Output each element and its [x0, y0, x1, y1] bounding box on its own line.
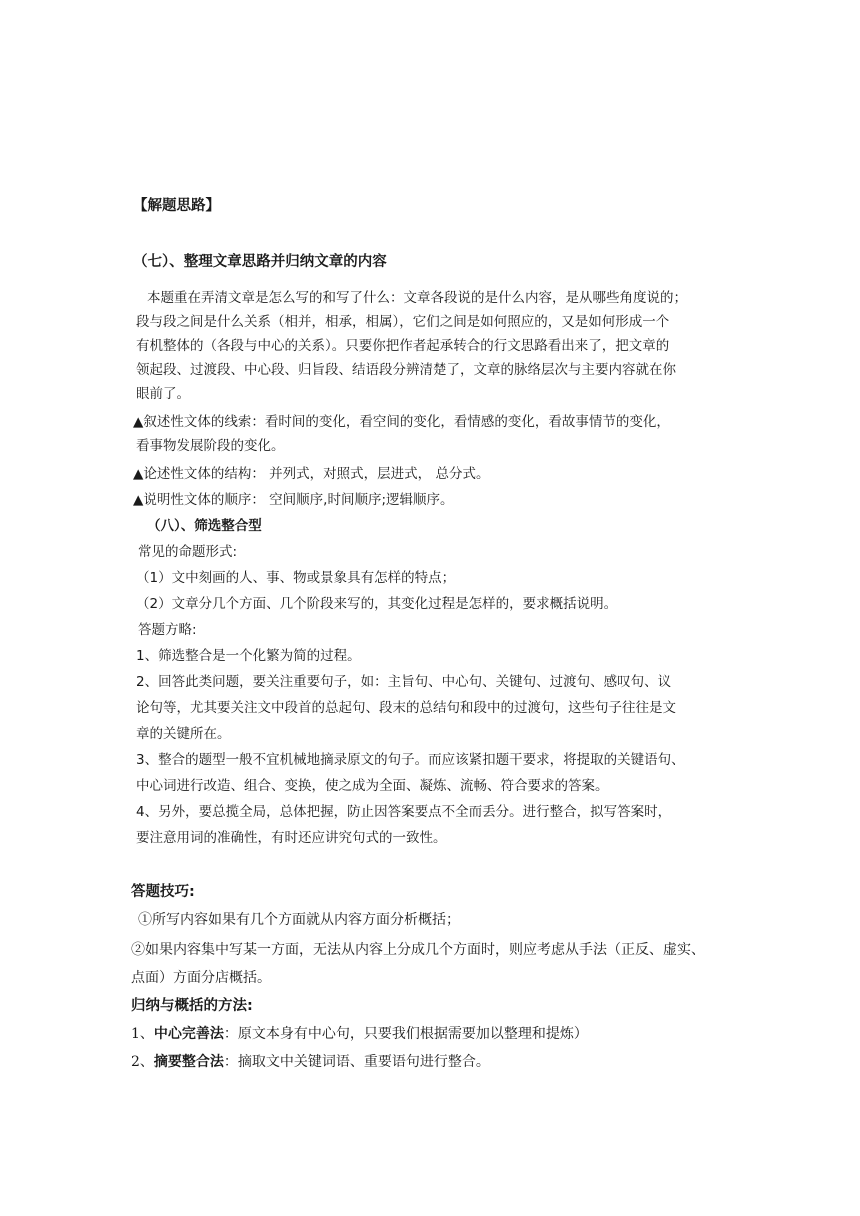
method-number: 1、: [131, 1026, 154, 1042]
tips-title: 答题技巧:: [131, 884, 195, 900]
form-item: （2）文章分几个方面、几个阶段来写的，其变化过程是怎样的，要求概括说明。: [136, 596, 618, 612]
section7-paragraph-line: 领起段、过渡段、中心段、归旨段、结语段分辨清楚了，文章的脉络层次与主要内容就在你: [136, 362, 676, 378]
narrative-clue-line: 看事物发展阶段的变化。: [136, 438, 285, 454]
forms-label: 常见的命题形式:: [138, 544, 238, 560]
form-item: （1）文中刻画的人、事、物或景象具有怎样的特点；: [136, 570, 456, 586]
tip-item: ①所写内容如果有几个方面就从内容方面分析概括；: [138, 912, 460, 928]
method-term: 摘要整合法: [153, 1054, 224, 1070]
narrative-clue-line: ▲叙述性文体的线索：看时间的变化，看空间的变化，看情感的变化，看故事情节的变化，: [133, 414, 670, 430]
section7-paragraph-line: 有机整体的（各段与中心的关系）。只要你把作者起承转合的行文思路看出来了，把文章的: [136, 338, 670, 354]
strategy-line: 中心词进行改造、组合、变换，使之成为全面、凝炼、流畅、符合要求的答案。: [136, 778, 609, 794]
method-term: 中心完善法: [153, 1026, 224, 1042]
strategy-line: 章的关键所在。: [136, 726, 231, 742]
strategy-line: 论句等，尤其要关注文中段首的总起句、段末的总结句和段中的过渡句，这些句子往往是文: [136, 700, 676, 716]
method-number: 2、: [131, 1054, 154, 1070]
method-item: [131, 1025, 588, 1043]
strategy-line: 4、另外，要总揽全局，总体把握，防止因答案要点不全而丢分。进行整合，拟写答案时，: [136, 804, 672, 820]
section7-paragraph-line: 段与段之间是什么关系（相并，相承，相属），它们之间是如何照应的，又是如何形成一个: [136, 314, 670, 330]
section-heading: 【解题思路】: [133, 198, 220, 214]
tip-item: ②如果内容集中写某一方面，无法从内容上分成几个方面时，则应考虑从手法（正反、虚实、: [131, 942, 705, 958]
strategy-line: 2、回答此类问题，要关注重要句子，如：主旨句、中心句、关键句、过渡句、感叹句、议: [136, 674, 672, 690]
argument-structure-line: ▲论述性文体的结构： 并列式，对照式，层进式， 总分式。: [133, 466, 490, 482]
tip-item: 点面）方面分店概括。: [131, 970, 271, 986]
expository-order-line: ▲说明性文体的顺序： 空间顺序,时间顺序;逻辑顺序。: [133, 492, 454, 508]
section8-title: （八）、筛选整合型: [147, 518, 262, 534]
section7-title: （七）、整理文章思路并归纳文章的内容: [133, 254, 387, 270]
strategy-line: 3、整合的题型一般不宜机械地摘录原文的句子。而应该紧扣题干要求，将提取的关键语句、: [136, 752, 685, 768]
strategy-line: 1、筛选整合是一个化繁为简的过程。: [136, 648, 361, 664]
method-description: ：原文本身有中心句，只要我们根据需要加以整理和提炼）: [223, 1026, 588, 1042]
methods-title: 归纳与概括的方法:: [131, 998, 253, 1014]
method-item: [131, 1053, 490, 1071]
section7-paragraph-line: 本题重在弄清文章是怎么写的和写了什么：文章各段说的是什么内容，是从哪些角度说的；: [147, 290, 687, 306]
strategy-line: 要注意用词的准确性，有时还应讲究句式的一致性。: [136, 830, 447, 846]
method-description: ：摘取文中关键词语、重要语句进行整合。: [223, 1054, 490, 1070]
section7-paragraph-line: 眼前了。: [136, 386, 190, 402]
strategy-label: 答题方略:: [138, 622, 197, 638]
